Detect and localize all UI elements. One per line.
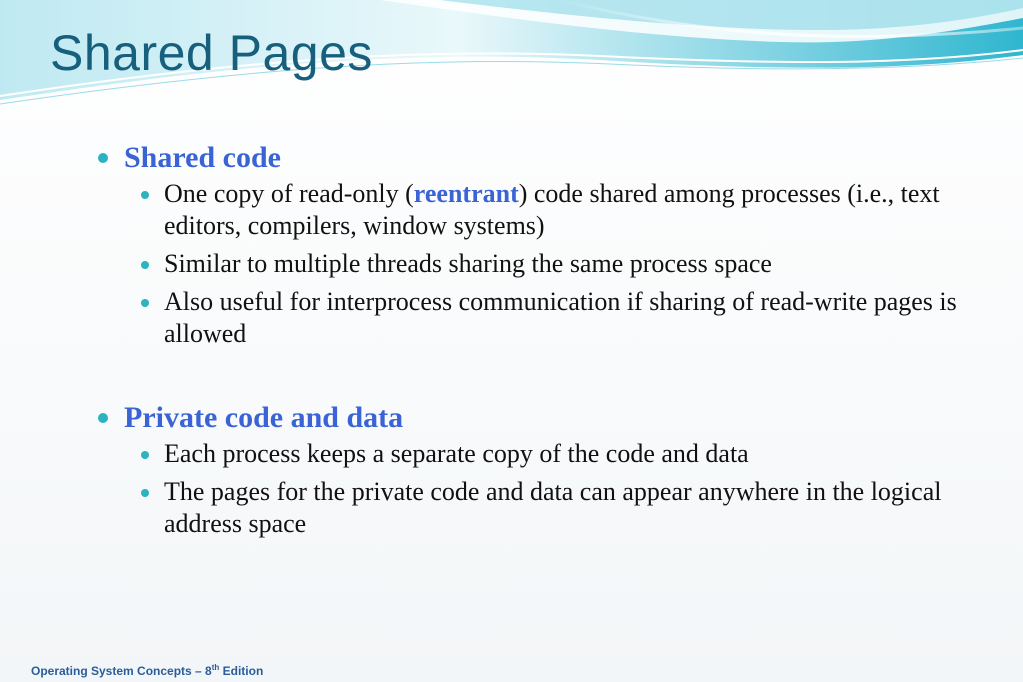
bullet-icon xyxy=(141,191,149,199)
slide-footer xyxy=(31,663,263,678)
item-text-before: One copy of read-only ( xyxy=(164,179,414,208)
footer-superscript: th xyxy=(211,663,220,672)
section-heading-shared-code xyxy=(98,140,978,176)
bullet-icon xyxy=(141,489,149,497)
section-heading-text: Shared code xyxy=(124,141,281,174)
list-item xyxy=(98,438,978,470)
bullet-icon xyxy=(141,451,149,459)
bullet-icon xyxy=(98,153,108,163)
bullet-icon xyxy=(141,299,149,307)
slide-content xyxy=(98,140,978,546)
list-item xyxy=(98,248,978,280)
item-text: Each process keeps a separate copy of the code and data xyxy=(164,439,749,468)
bullet-icon xyxy=(141,261,149,269)
item-text: Similar to multiple threads sharing the same process space xyxy=(164,249,772,278)
list-item xyxy=(98,178,978,242)
section-spacer xyxy=(98,356,978,400)
private-code-list xyxy=(98,438,978,540)
bullet-icon xyxy=(98,413,108,423)
section-heading-private-code xyxy=(98,400,978,436)
item-text-after: ) code shared among processes (i.e., text editors, compilers, window systems) xyxy=(164,179,940,240)
list-item xyxy=(98,286,978,350)
item-highlight-term: reentrant xyxy=(413,179,519,208)
item-text: The pages for the private code and data can appear anywhere in the logical address space xyxy=(164,477,942,538)
item-text: Also useful for interprocess communication if sharing of read-write pages is allowed xyxy=(164,287,957,348)
footer-text: Operating System Concepts – 8 xyxy=(31,664,212,678)
list-item xyxy=(98,476,978,540)
shared-code-list xyxy=(98,178,978,350)
section-heading-text: Private code and data xyxy=(124,401,404,434)
slide-title: Shared Pages xyxy=(50,25,373,81)
footer-text-after: Edition xyxy=(219,664,264,678)
